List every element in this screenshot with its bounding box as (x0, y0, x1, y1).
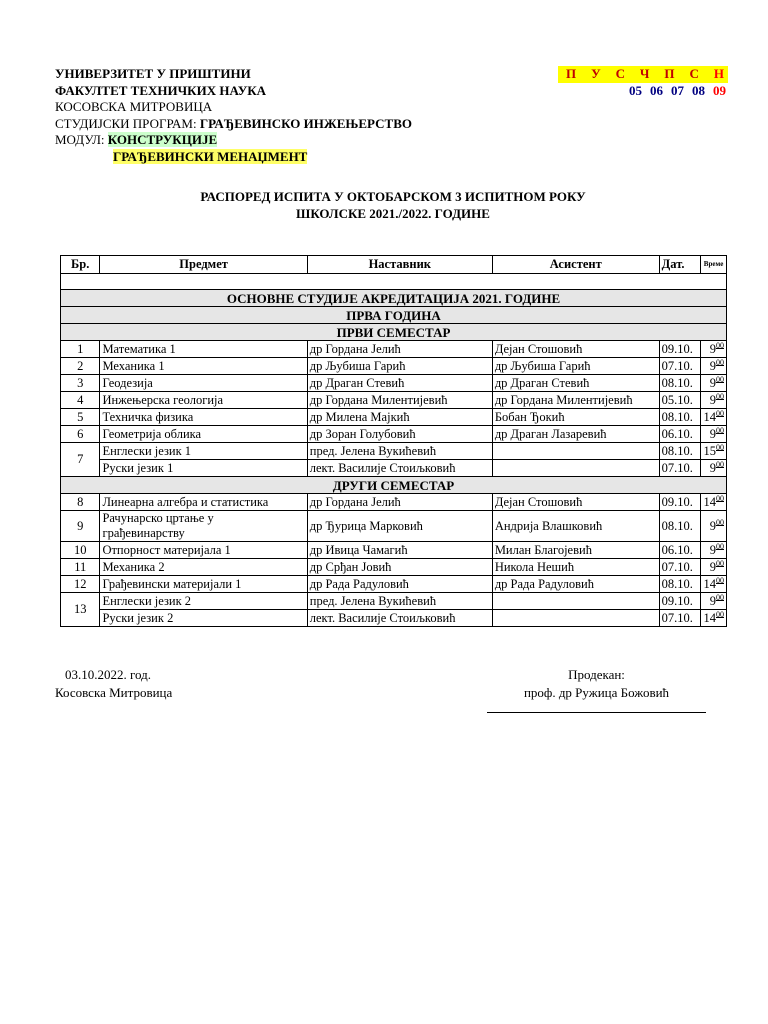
table-row: Руски језик 2 лект. Василије Стоиљковић 07.10. $14^{00}$ (61, 610, 727, 627)
week-days-legend (558, 66, 728, 99)
signer-name: проф. др Ружица Божовић (523, 685, 670, 700)
table-row: 13 Енглески језик 2 пред. Јелена Вукићевић 09.10. $9^{00}$ (61, 593, 727, 610)
signature-line (487, 712, 706, 713)
table-row: 9 Рачунарско цртање у грађевинарству др Ђурица Марковић Андрија Влашковић 08.10. $9^{00}$ (61, 511, 727, 542)
table-row: 8 Линеарна алгебра и статистика др Гордана Јелић Дејан Стошовић 09.10. $14^{00}$ (61, 494, 727, 511)
table-row: 10 Отпорност материјала 1 др Ивица Чамагић Милан Благојевић 06.10. $9^{00}$ (61, 542, 727, 559)
document-title: РАСПОРЕД ИСПИТА У ОКТОБАРСКОМ 3 ИСПИТНОМ РОКУ ШКОЛСКЕ 2021./2022. ГОДИНЕ (200, 189, 586, 221)
module: МОДУЛ: КОНСТРУКЦИЈЕ (55, 132, 218, 147)
module-value-2: ГРАЂЕВИНСКИ МЕНАЏМЕНТ (113, 148, 308, 164)
signature-block (487, 666, 706, 702)
footer-date: 03.10.2022. год. (65, 667, 151, 682)
table-row: 6 Геометрија облика др Зоран Голубовић др Драган Лазаревић 06.10. $9^{00}$ (61, 426, 727, 443)
footer-place-date (55, 666, 172, 702)
table-row: 3 Геодезија др Драган Стевић др Драган Стевић 08.10. $9^{00}$ (61, 375, 727, 392)
table-row: 7 Енглески језик 1 пред. Јелена Вукићевић 08.10. $15^{00}$ (61, 443, 727, 460)
day-letters: П У С Ч П С Н (558, 66, 728, 83)
table-row: 5 Техничка физика др Милена Мајкић Бобан Ђокић 08.10. $14^{00}$ (61, 409, 727, 426)
module-value-1: КОНСТРУКЦИЈЕ (107, 132, 218, 147)
section-semester-1: ПРВИ СЕМЕСТАР (61, 324, 727, 341)
university-name: УНИВЕРЗИТЕТ У ПРИШТИНИ (55, 66, 251, 81)
exam-schedule-table (60, 255, 727, 627)
table-row: 2 Механика 1 др Љубиша Гарић др Љубиша Гарић 07.10. $9^{00}$ (61, 358, 727, 375)
spacer-row (61, 274, 727, 290)
table-row: Руски језик 1 лект. Василије Стоиљковић 07.10. $9^{00}$ (61, 460, 727, 477)
table-row: 12 Грађевински материјали 1 др Рада Радуловић др Рада Радуловић 08.10. $14^{00}$ (61, 576, 727, 593)
document-header (55, 66, 412, 165)
section-year: ПРВА ГОДИНА (61, 307, 727, 324)
table-header-row: Бр. Предмет Наставник Асистент Дат. Време (61, 256, 727, 274)
signer-role: Продекан: (568, 667, 625, 682)
study-program-value: ГРАЂЕВИНСКО ИНЖЕЊЕРСТВО (199, 115, 412, 131)
faculty-name: ФАКУЛТЕТ ТЕХНИЧКИХ НАУКА (55, 82, 267, 98)
section-main: ОСНОВНЕ СТУДИЈЕ АКРЕДИТАЦИЈА 2021. ГОДИНЕ (61, 290, 727, 307)
section-semester-2: ДРУГИ СЕМЕСТАР (61, 477, 727, 494)
table-row: 4 Инжењерска геологија др Гордана Милентијевић др Гордана Милентијевић 05.10. $9^{00}$ (61, 392, 727, 409)
table-row: 11 Механика 2 др Срђан Јовић Никола Нешић 07.10. $9^{00}$ (61, 559, 727, 576)
city-name: КОСОВСКА МИТРОВИЦА (55, 99, 213, 114)
footer-city: Косовска Митровица (55, 685, 173, 700)
day-dates: 05 06 07 08 09 (629, 82, 726, 98)
table-row: 1 Математика 1 др Гордана Јелић Дејан Стошовић 09.10. $9^{00}$ (61, 341, 727, 358)
study-program: СТУДИЈСКИ ПРОГРАМ: ГРАЂЕВИНСКО ИНЖЕЊЕРСТВО (55, 115, 412, 131)
